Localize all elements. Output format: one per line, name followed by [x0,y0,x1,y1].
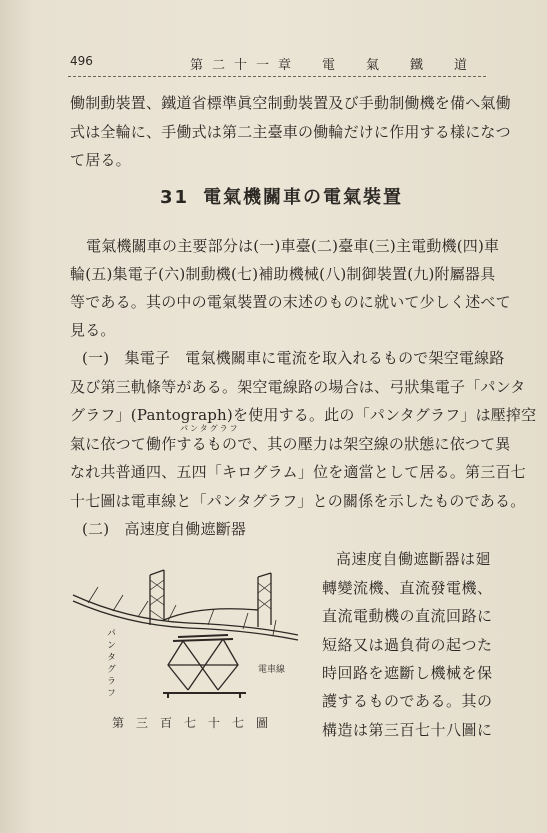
text-line: 等である。其の中の電氣裝置の末述のものに就いて少しく述べて [70,293,511,311]
page-number: 496 [70,54,93,68]
text-line: 短絡又は過負荷の起つた [322,636,493,654]
text-line: 十七圖は電車線と「パンタグラフ」との關係を示したものである。 [70,492,526,510]
header-rule [68,76,486,77]
text-line: 見る。 [70,321,116,339]
section-heading [160,183,403,209]
text-line: 構造は第三百七十八圖に [322,721,493,739]
text-line: 高速度自働遮斷器は廻 [336,550,492,568]
text-line: 働制動裝置、鐵道省標準眞空制動裝置及び手動制働機を備へ氣働 [70,94,511,112]
text-line: なれ共普通四、五四「キログラム」位を適當として居る。第三百七 [70,463,526,481]
text-line: て居る。 [70,151,131,169]
text-line: 輪(五)集電子(六)制動機(七)補助機械(八)制御裝置(九)附屬器具 [70,265,496,283]
subsection-heading: (二) 高速度自働遮斷器 [82,520,247,538]
page-header [70,54,485,74]
section-title: 電氣機關車の電氣裝置 [203,187,404,208]
text-line: 及び第三軌條等がある。架空電線路の場合は、弓狀集電子「パンタ [70,378,526,396]
text-line: 轉變流機、直流發電機、 [322,579,493,597]
text-line: 直流電動機の直流回路に [322,607,493,625]
figure-label-pantograph: パンタグラフ [105,628,115,700]
section-number: 31 [160,187,190,208]
ruby-annotation: パンタグラフ [180,424,240,433]
text-line: 氣に依つて働作するもので、其の壓力は架空線の狀態に依つて異 [70,435,511,453]
text-line: 式は全輪に、手働式は第二主臺車の働輪だけに作用する樣になつ [70,123,511,141]
text-line: (一) 集電子 電氣機關車に電流を取入れるもので架空電線路 [82,349,505,367]
figure-label-wire: 電車線 [258,665,286,675]
text-line: 護するものである。其の [322,692,493,710]
figure-caption: 第三百七十七圖 [112,716,281,730]
text-line: 時回路を遮斷し機械を保 [322,664,493,682]
running-head: 第二十一章 電 氣 鐵 道 [190,58,477,73]
text-line: 電氣機關車の主要部分は(一)車臺(二)臺車(三)主電動機(四)車 [86,237,500,255]
text-line: グラフ」(Pantograph)を使用する。此の「パンタグラフ」は壓搾空 [70,406,537,424]
